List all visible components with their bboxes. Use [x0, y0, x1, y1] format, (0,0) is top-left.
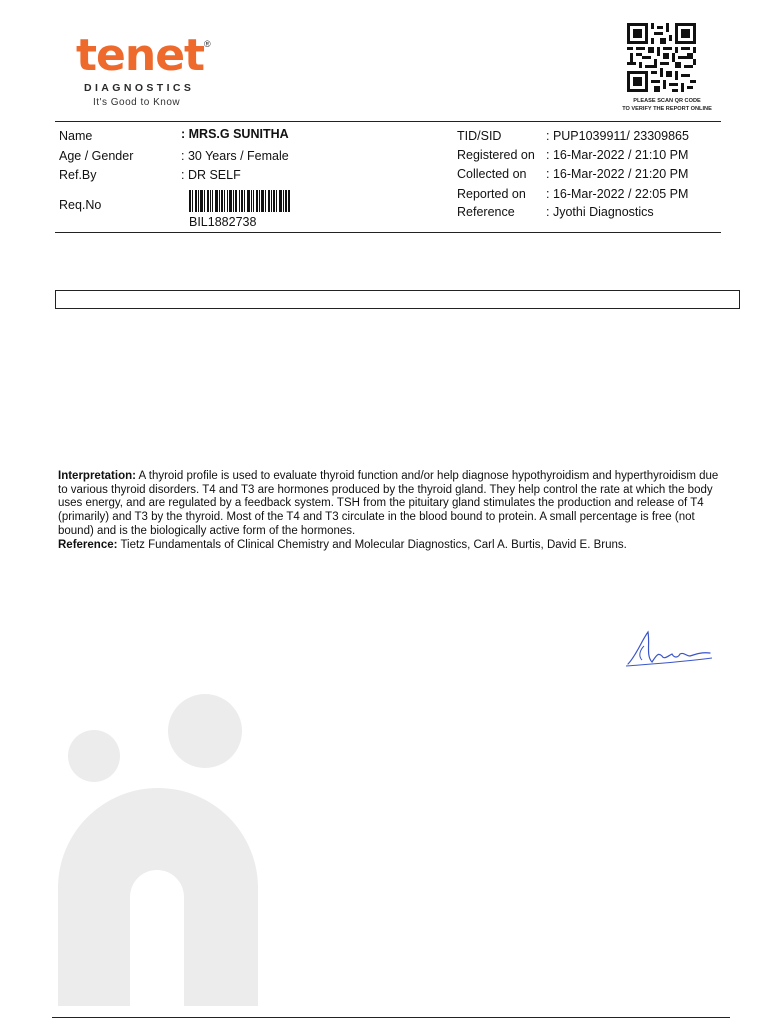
barcode-icon: [189, 190, 290, 212]
collected-label: Collected on: [457, 167, 527, 181]
interpretation-block: [58, 470, 730, 552]
signature: [622, 626, 718, 670]
qr-note-line1: PLEASE SCAN QR CODE: [633, 98, 701, 104]
reference-value: : Jyothi Diagnostics: [546, 205, 654, 219]
ref-by-value: : DR SELF: [181, 168, 241, 182]
registered-label: Registered on: [457, 148, 535, 162]
logo-subtitle: DIAGNOSTICS: [84, 82, 195, 94]
reference-label: Reference: [457, 205, 515, 219]
watermark-head-large: [168, 694, 242, 768]
reference-source-text: Tietz Fundamentals of Clinical Chemistry and Molecular Diagnostics, Carl A. Burtis, David E. Bruns.: [117, 538, 627, 551]
age-gender-label: Age / Gender: [59, 149, 134, 163]
header-bottom-rule: [55, 232, 721, 233]
registered-mark: ®: [204, 39, 211, 49]
watermark-body-gap: [130, 870, 184, 1010]
registered-value: : 16-Mar-2022 / 21:10 PM: [546, 148, 689, 162]
qr-note-line2: TO VERIFY THE REPORT ONLINE: [622, 106, 712, 112]
logo-tagline: It's Good to Know: [93, 97, 181, 108]
header-top-rule: [55, 121, 721, 122]
empty-result-box: [55, 290, 740, 309]
reference-source-label: Reference:: [58, 538, 118, 551]
qr-note: [612, 97, 722, 113]
collected-value: : 16-Mar-2022 / 21:20 PM: [546, 167, 689, 181]
watermark-head-small: [68, 730, 120, 782]
tid-sid-label: TID/SID: [457, 129, 502, 143]
qr-code-icon: [627, 23, 696, 92]
name-label: Name: [59, 129, 93, 143]
interpretation-label: Interpretation:: [58, 470, 136, 482]
req-no-value: BIL1882738: [189, 215, 257, 229]
ref-by-label: Ref.By: [59, 168, 97, 182]
interpretation-text: A thyroid profile is used to evaluate thyroid function and/or help diagnose hypothyroidism and hyperthyroidism due to various thyroid disorders. T4 and T3 are hormones produced by the thyroid gland. They help control the rate at which the body uses energy, and are regulated by a feedback system. TSH from the pituitary gland stimulates the production and release of T4 (primarily) and T3 by the thyroid. Most of the T4 and T3 circulate in the blood bound to protein. A small percentage is free (not bound) and is the biologically active form of the hormones.: [58, 470, 719, 537]
tid-sid-value: : PUP1039911/ 23309865: [546, 129, 689, 143]
age-gender-value: : 30 Years / Female: [181, 149, 289, 163]
name-value: : MRS.G SUNITHA: [181, 127, 289, 141]
footer-rule: [52, 1017, 730, 1018]
reported-value: : 16-Mar-2022 / 22:05 PM: [546, 187, 689, 201]
logo-wordmark: tenet: [76, 30, 205, 81]
req-no-label: Req.No: [59, 198, 102, 212]
reported-label: Reported on: [457, 187, 526, 201]
